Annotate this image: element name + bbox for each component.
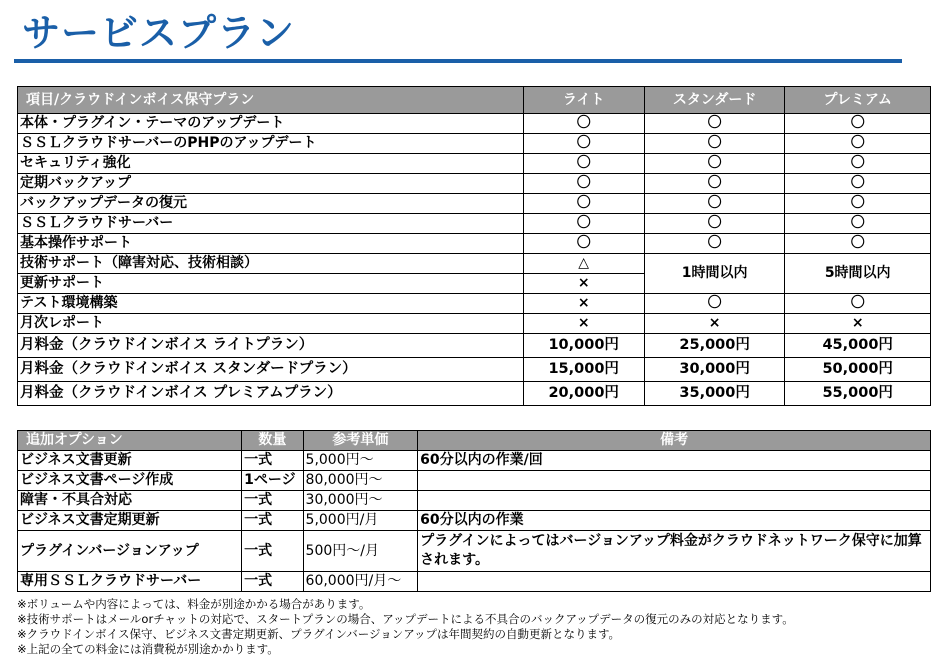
plan-row-label: 基本操作サポート (18, 234, 524, 254)
plan-header-premium: プレミアム (785, 87, 931, 114)
option-price: 30,000円～ (303, 491, 418, 511)
plan-cell-lite: 〇 (523, 214, 644, 234)
options-row (18, 471, 931, 491)
options-table (17, 430, 931, 592)
page-title: サービスプラン (22, 11, 296, 55)
option-price: 80,000円～ (303, 471, 418, 491)
option-name: 専用ＳＳＬクラウドサーバー (18, 572, 242, 592)
plan-fee-standard: 30,000円 (644, 358, 785, 382)
plan-row (18, 234, 931, 254)
plan-row-label: 技術サポート（障害対応、技術相談） (18, 254, 524, 274)
plan-cell-lite: 〇 (523, 154, 644, 174)
plan-cell-standard: 〇 (644, 134, 785, 154)
plan-row-label: テスト環境構築 (18, 294, 524, 314)
plan-cell-standard-response-time: 1時間以内 (644, 254, 785, 294)
option-name: ビジネス文書更新 (18, 451, 242, 471)
plan-fee-standard: 35,000円 (644, 382, 785, 406)
plan-row (18, 134, 931, 154)
plan-cell-standard: 〇 (644, 294, 785, 314)
options-row (18, 451, 931, 471)
options-row (18, 511, 931, 531)
option-remarks: プラグインによってはバージョンアップ料金がクラウドネットワーク保守に加算されます。 (418, 531, 931, 572)
option-quantity: 一式 (242, 531, 303, 572)
option-price: 60,000円/月～ (303, 572, 418, 592)
plan-cell-standard: 〇 (644, 194, 785, 214)
plan-comparison-table (17, 86, 931, 406)
plan-cell-lite: 〇 (523, 194, 644, 214)
plan-cell-lite: × (523, 274, 644, 294)
plan-header-item: 項目/クラウドインボイス保守プラン (18, 87, 524, 114)
option-name: プラグインバージョンアップ (18, 531, 242, 572)
options-row (18, 572, 931, 592)
title-underline (14, 59, 902, 63)
plan-fee-lite: 10,000円 (523, 334, 644, 358)
plan-cell-lite: △ (523, 254, 644, 274)
option-quantity: 一式 (242, 572, 303, 592)
plan-row (18, 174, 931, 194)
plan-cell-premium: 〇 (785, 234, 931, 254)
footnote: ※技術サポートはメールorチャットの対応で、スタートプランの場合、アップデートによる不具合のバックアップデータの復元のみの対応となります。 (17, 612, 794, 626)
option-quantity: 一式 (242, 451, 303, 471)
option-remarks: 60分以内の作業/回 (418, 451, 931, 471)
plan-cell-lite: 〇 (523, 174, 644, 194)
plan-header-lite: ライト (523, 87, 644, 114)
plan-cell-premium: 〇 (785, 154, 931, 174)
plan-row-label: 定期バックアップ (18, 174, 524, 194)
plan-cell-standard: 〇 (644, 174, 785, 194)
option-quantity: 一式 (242, 491, 303, 511)
option-quantity: 一式 (242, 511, 303, 531)
plan-cell-premium: 〇 (785, 194, 931, 214)
plan-cell-premium-response-time: 5時間以内 (785, 254, 931, 294)
plan-row (18, 214, 931, 234)
plan-fee-label: 月料金（クラウドインボイス プレミアムプラン） (18, 382, 524, 406)
plan-cell-premium: × (785, 314, 931, 334)
plan-fee-premium: 50,000円 (785, 358, 931, 382)
option-remarks (418, 471, 931, 491)
options-header-price: 参考単価 (303, 431, 418, 451)
plan-fee-row (18, 358, 931, 382)
plan-row-label: 更新サポート (18, 274, 524, 294)
option-quantity: 1ページ (242, 471, 303, 491)
option-remarks (418, 572, 931, 592)
footnote: ※クラウドインボイス保守、ビジネス文書定期更新、プラグインバージョンアップは年間契約の自動更新となります。 (17, 627, 621, 641)
plan-cell-standard: × (644, 314, 785, 334)
plan-fee-standard: 25,000円 (644, 334, 785, 358)
option-price: 500円～/月 (303, 531, 418, 572)
plan-row (18, 254, 931, 274)
plan-row (18, 194, 931, 214)
plan-fee-label: 月料金（クラウドインボイス ライトプラン） (18, 334, 524, 358)
plan-row-label: 月次レポート (18, 314, 524, 334)
option-remarks (418, 491, 931, 511)
plan-cell-lite: 〇 (523, 114, 644, 134)
plan-row-label: セキュリティ強化 (18, 154, 524, 174)
options-header-quantity: 数量 (242, 431, 303, 451)
option-price: 5,000円～ (303, 451, 418, 471)
plan-row-label: ＳＳＬクラウドサーバー (18, 214, 524, 234)
plan-fee-lite: 15,000円 (523, 358, 644, 382)
plan-cell-lite: 〇 (523, 234, 644, 254)
plan-fee-row (18, 382, 931, 406)
plan-cell-standard: 〇 (644, 154, 785, 174)
plan-cell-premium: 〇 (785, 114, 931, 134)
plan-row (18, 314, 931, 334)
options-row (18, 531, 931, 572)
plan-cell-premium: 〇 (785, 214, 931, 234)
options-header-remarks: 備考 (418, 431, 931, 451)
plan-cell-premium: 〇 (785, 174, 931, 194)
footnote: ※上記の全ての料金には消費税が別途かかります。 (17, 642, 279, 656)
plan-row-label: ＳＳＬクラウドサーバーのPHPのアップデート (18, 134, 524, 154)
plan-row-label: 本体・プラグイン・テーマのアップデート (18, 114, 524, 134)
footnote: ※ボリュームや内容によっては、料金が別途かかる場合があります。 (17, 597, 371, 611)
option-remarks: 60分以内の作業 (418, 511, 931, 531)
options-row (18, 491, 931, 511)
plan-cell-lite: 〇 (523, 134, 644, 154)
plan-cell-premium: 〇 (785, 134, 931, 154)
plan-fee-premium: 45,000円 (785, 334, 931, 358)
option-name: ビジネス文書ページ作成 (18, 471, 242, 491)
plan-cell-premium: 〇 (785, 294, 931, 314)
plan-header-row (18, 87, 931, 114)
plan-fee-row (18, 334, 931, 358)
plan-row-label: バックアップデータの復元 (18, 194, 524, 214)
option-name: ビジネス文書定期更新 (18, 511, 242, 531)
plan-fee-lite: 20,000円 (523, 382, 644, 406)
options-header-row (18, 431, 931, 451)
plan-cell-lite: × (523, 314, 644, 334)
footnotes (17, 597, 927, 657)
option-name: 障害・不具合対応 (18, 491, 242, 511)
plan-cell-standard: 〇 (644, 114, 785, 134)
plan-fee-label: 月料金（クラウドインボイス スタンダードプラン） (18, 358, 524, 382)
plan-header-standard: スタンダード (644, 87, 785, 114)
plan-cell-lite: × (523, 294, 644, 314)
plan-fee-premium: 55,000円 (785, 382, 931, 406)
plan-cell-standard: 〇 (644, 234, 785, 254)
options-header-name: 追加オプション (18, 431, 242, 451)
plan-row (18, 154, 931, 174)
option-price: 5,000円/月 (303, 511, 418, 531)
plan-row (18, 114, 931, 134)
plan-cell-standard: 〇 (644, 214, 785, 234)
plan-row (18, 294, 931, 314)
